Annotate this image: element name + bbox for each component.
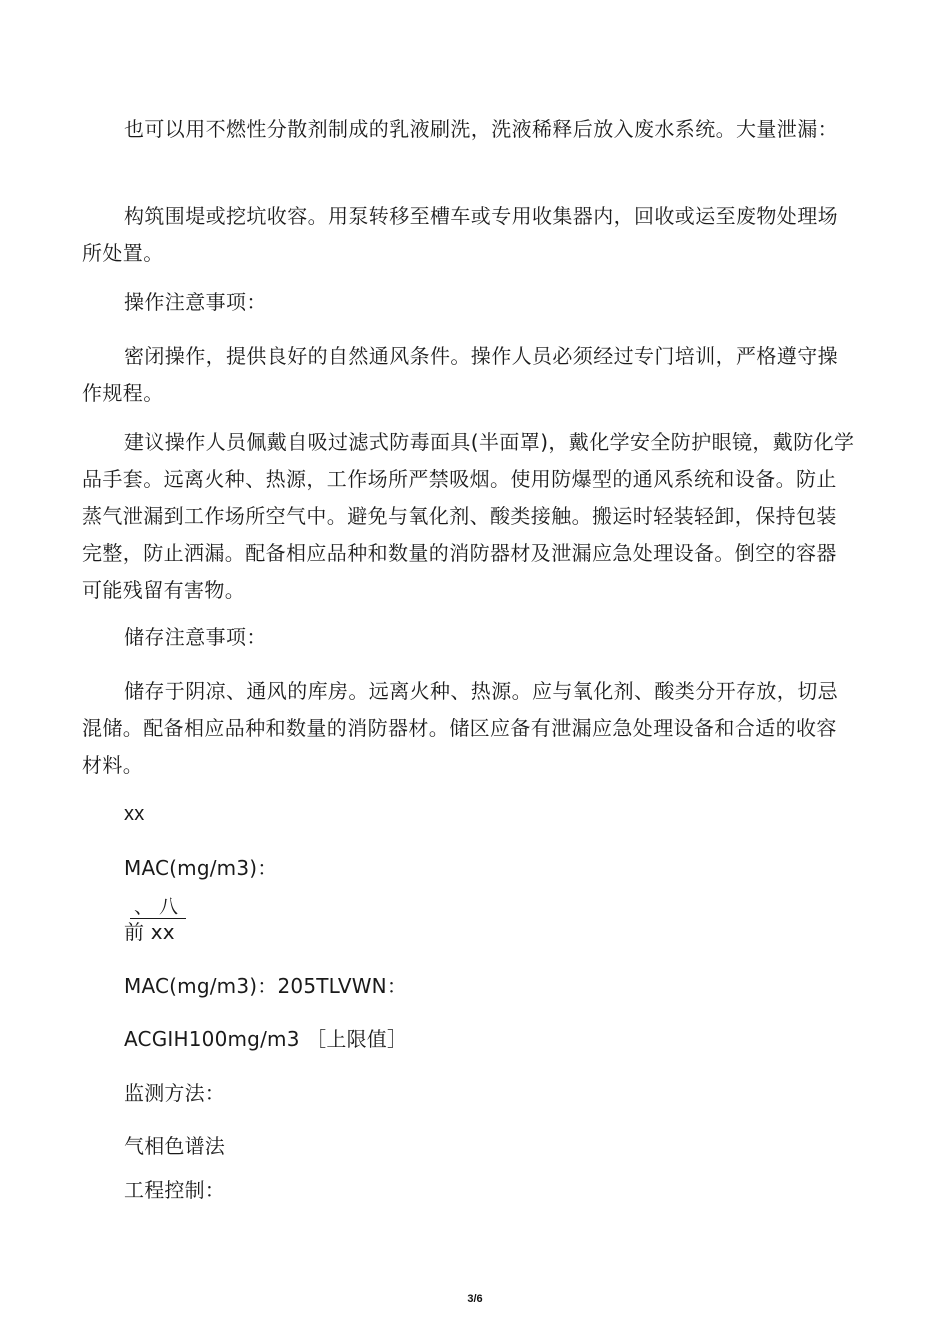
heading-engineering-control: 工程控制： [124,1178,225,1202]
paragraph-containment: 构筑围堤或挖坑收容。用泵转移至槽车或专用收集器内，回收或运至废物处理场所处置。 [82,204,838,265]
paragraph-cleanup: 也可以用不燃性分散剂制成的乳液刷洗，洗液稀释后放入废水系统。大量泄漏： [124,117,838,141]
heading-operation-precautions: 操作注意事项： [124,290,267,314]
paragraph-closed-operation: 密闭操作，提供良好的自然通风条件。操作人员必须经过专门培训，严格遵守操作规程。 [82,344,838,405]
monitoring-method-value: 气相色谱法 [124,1134,225,1158]
line-acgih: ACGIH100mg/m3 ［上限值］ [124,1027,408,1051]
line-mac-2: MAC(mg/m3)：205TLVWN： [124,974,408,998]
heading-storage-precautions: 储存注意事项： [124,625,267,649]
line-xx: xx [124,803,145,825]
line-qian-xx: 前 xx [124,920,175,944]
page-number: 3/6 [467,1293,483,1305]
heading-monitoring-method: 监测方法： [124,1081,225,1105]
paragraph-operator-protection: 建议操作人员佩戴自吸过滤式防毒面具(半面罩)，戴化学安全防护眼镜，戴防化学品手套。远离火种、热源，工作场所严禁吸烟。使用防爆型的通风系统和设备。防止蒸气泄漏到工作场所空气中。避免与氧化剂、酸类接触。搬运时轻装轻卸，保持包装完整，防止洒漏。配备相应品种和数量的消防器材及泄漏应急处理设备。倒空的容器可能残留有害物。 [82,430,855,602]
line-mac-1: MAC(mg/m3)： [124,856,278,880]
paragraph-storage: 储存于阴凉、通风的库房。远离火种、热源。应与氧化剂、酸类分开存放，切忌混储。配备相应品种和数量的消防器材。储区应备有泄漏应急处理设备和合适的收容材料。 [82,679,838,777]
underlined-mark: 、八 [130,896,186,919]
